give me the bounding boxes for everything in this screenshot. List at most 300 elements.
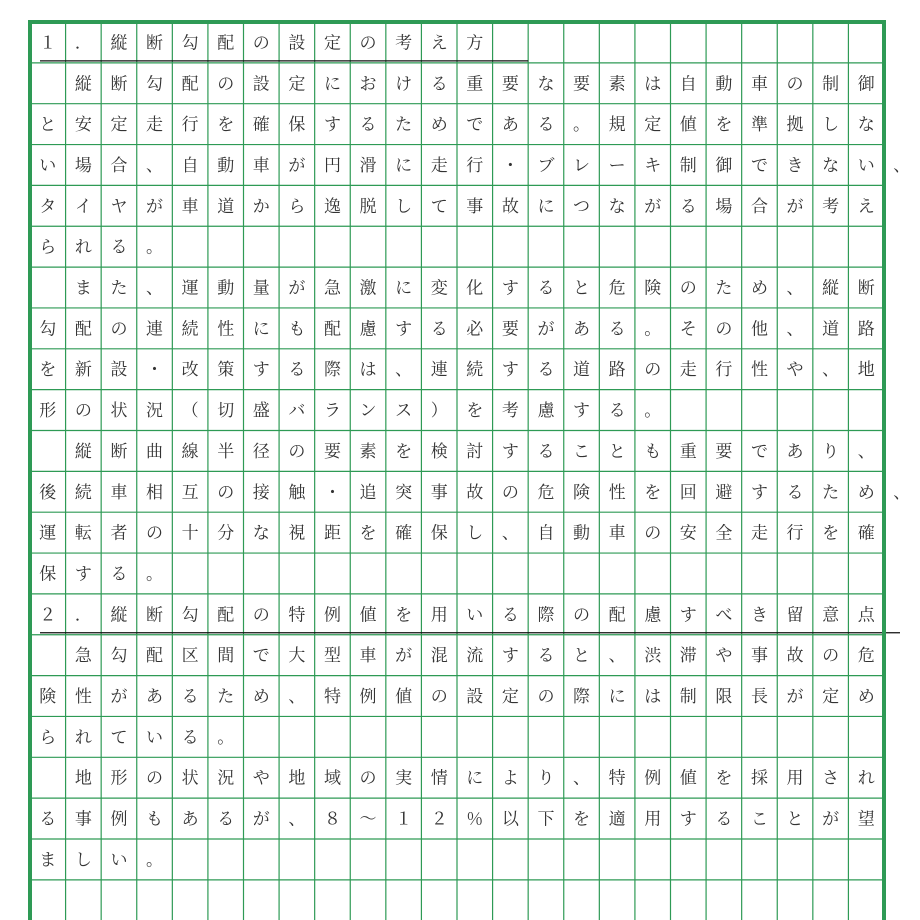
manuscript-char: 険 <box>39 687 57 708</box>
manuscript-char: よ <box>501 768 519 789</box>
manuscript-char: 用 <box>644 809 662 830</box>
manuscript-char: 策 <box>217 360 235 381</box>
manuscript-char: を <box>466 401 484 422</box>
manuscript-char: に <box>323 74 341 95</box>
manuscript-char: 故 <box>466 482 484 503</box>
manuscript-char: た <box>822 482 840 503</box>
manuscript-char: る <box>537 278 555 299</box>
text-line <box>75 74 875 94</box>
manuscript-char: 勾 <box>181 605 199 626</box>
manuscript-char: に <box>395 155 413 176</box>
manuscript-char: す <box>573 401 591 422</box>
manuscript-char: 全 <box>715 523 733 544</box>
manuscript-char: 採 <box>750 768 768 789</box>
manuscript-char: 回 <box>679 482 697 503</box>
manuscript-char: 制 <box>822 74 840 95</box>
manuscript-char: ． <box>74 605 92 626</box>
manuscript-char: 突 <box>395 482 413 503</box>
manuscript-char: 縦 <box>74 74 92 95</box>
manuscript-char: 定 <box>644 115 662 136</box>
manuscript-char: キ <box>644 155 662 176</box>
manuscript-char: 分 <box>217 523 235 544</box>
manuscript-char: す <box>679 605 697 626</box>
manuscript-char: の <box>644 360 662 381</box>
manuscript-char: 追 <box>359 482 377 503</box>
manuscript-char: ・ <box>501 155 519 176</box>
manuscript-char: 量 <box>252 278 270 299</box>
manuscript-char: 自 <box>679 74 697 95</box>
manuscript-char: 準 <box>750 115 768 136</box>
manuscript-char: ） <box>430 401 448 422</box>
manuscript-char: の <box>786 74 804 95</box>
manuscript-char: 状 <box>110 401 128 422</box>
manuscript-char: で <box>466 115 484 136</box>
manuscript-char: す <box>252 360 270 381</box>
manuscript-char: 性 <box>608 482 626 503</box>
manuscript-char: な <box>822 155 840 176</box>
manuscript-char: あ <box>573 319 591 340</box>
manuscript-char: さ <box>822 768 840 789</box>
manuscript-char: 距 <box>323 523 341 544</box>
manuscript-char: 配 <box>217 33 235 54</box>
manuscript-char: 大 <box>288 646 306 667</box>
manuscript-char: 続 <box>74 482 92 503</box>
manuscript-char: る <box>679 196 697 217</box>
manuscript-char: し <box>466 523 484 544</box>
manuscript-char: に <box>466 768 484 789</box>
manuscript-char: の <box>644 523 662 544</box>
text-line <box>75 646 875 666</box>
manuscript-char: が <box>110 687 128 708</box>
manuscript-char: 素 <box>608 74 626 95</box>
manuscript-char: が <box>644 196 662 217</box>
manuscript-char: い <box>39 155 57 176</box>
manuscript-char: を <box>217 115 235 136</box>
manuscript-char: る <box>786 482 804 503</box>
manuscript-char: も <box>146 809 164 830</box>
manuscript-char: 重 <box>679 441 697 462</box>
manuscript-char: は <box>644 687 662 708</box>
heading-line <box>39 33 483 53</box>
manuscript-char: 事 <box>466 196 484 217</box>
manuscript-char: 勾 <box>146 74 164 95</box>
manuscript-char: が <box>786 687 804 708</box>
manuscript-char: 制 <box>679 687 697 708</box>
manuscript-char: 車 <box>252 155 270 176</box>
manuscript-char: 断 <box>110 74 128 95</box>
manuscript-char: す <box>501 646 519 667</box>
manuscript-char: 険 <box>573 482 591 503</box>
manuscript-char: 確 <box>395 523 413 544</box>
manuscript-char: 走 <box>146 115 164 136</box>
manuscript-char: の <box>715 319 733 340</box>
manuscript-char: ． <box>74 33 92 54</box>
manuscript-char: 勾 <box>181 33 199 54</box>
manuscript-char: い <box>146 727 164 748</box>
manuscript-char: 例 <box>359 687 377 708</box>
manuscript-char: し <box>395 196 413 217</box>
manuscript-char: る <box>181 687 199 708</box>
manuscript-char: の <box>359 33 377 54</box>
manuscript-char: 意 <box>822 605 840 626</box>
manuscript-char: な <box>252 523 270 544</box>
manuscript-char: 、 <box>395 360 413 381</box>
manuscript-char: ％ <box>466 809 484 830</box>
manuscript-char: 車 <box>359 646 377 667</box>
manuscript-char: あ <box>501 115 519 136</box>
manuscript-char: ン <box>359 401 377 422</box>
manuscript-char: 激 <box>359 278 377 299</box>
manuscript-char: 重 <box>466 74 484 95</box>
manuscript-char: と <box>786 809 804 830</box>
manuscript-char: す <box>750 482 768 503</box>
manuscript-char: 者 <box>110 523 128 544</box>
manuscript-char: 方 <box>466 33 484 54</box>
manuscript-char: て <box>110 727 128 748</box>
manuscript-char: 断 <box>146 605 164 626</box>
manuscript-char: が <box>822 809 840 830</box>
manuscript-char: 定 <box>501 687 519 708</box>
manuscript-char: 値 <box>359 605 377 626</box>
manuscript-char: 確 <box>252 115 270 136</box>
manuscript-char: 運 <box>39 523 57 544</box>
manuscript-char: す <box>679 809 697 830</box>
manuscript-char: る <box>537 646 555 667</box>
manuscript-char: 下 <box>537 809 555 830</box>
manuscript-char: る <box>430 74 448 95</box>
manuscript-char: 。 <box>644 401 662 422</box>
manuscript-char: １ <box>395 809 413 830</box>
manuscript-char: バ <box>288 401 306 422</box>
heading-underlines <box>40 61 900 633</box>
manuscript-char: る <box>608 401 626 422</box>
manuscript-char: 検 <box>430 441 448 462</box>
manuscript-char: を <box>39 360 57 381</box>
manuscript-char: 、 <box>893 482 911 503</box>
manuscript-char: れ <box>857 768 875 789</box>
manuscript-char: 。 <box>573 115 591 136</box>
manuscript-char: を <box>715 768 733 789</box>
manuscript-char: に <box>395 278 413 299</box>
manuscript-char: 要 <box>323 441 341 462</box>
manuscript-char: 故 <box>501 196 519 217</box>
manuscript-char: 要 <box>501 74 519 95</box>
manuscript-char: の <box>252 33 270 54</box>
manuscript-char: 確 <box>857 523 875 544</box>
manuscript-char: 新 <box>74 360 92 381</box>
manuscript-char: る <box>715 809 733 830</box>
manuscript-char: 際 <box>573 687 591 708</box>
manuscript-char: な <box>857 115 875 136</box>
manuscript-char: の <box>537 687 555 708</box>
manuscript-char: つ <box>573 196 591 217</box>
manuscript-char: の <box>110 319 128 340</box>
manuscript-char: ら <box>39 727 57 748</box>
manuscript-char: 道 <box>217 196 235 217</box>
manuscript-char: 、 <box>857 441 875 462</box>
manuscript-char: 事 <box>750 646 768 667</box>
manuscript-char: で <box>750 155 768 176</box>
manuscript-char: 径 <box>252 441 270 462</box>
manuscript-char: 他 <box>750 319 768 340</box>
manuscript-char: を <box>395 605 413 626</box>
manuscript-char: 設 <box>110 360 128 381</box>
manuscript-char: 接 <box>252 482 270 503</box>
manuscript-char: が <box>395 646 413 667</box>
manuscript-char: 際 <box>537 605 555 626</box>
text-line <box>39 483 910 503</box>
manuscript-char: 行 <box>786 523 804 544</box>
manuscript-char: の <box>252 605 270 626</box>
manuscript-char: 転 <box>74 523 92 544</box>
manuscript-char: 危 <box>537 482 555 503</box>
manuscript-char: が <box>252 809 270 830</box>
manuscript-char: り <box>822 441 840 462</box>
manuscript-char: 行 <box>466 155 484 176</box>
manuscript-char: 、 <box>822 360 840 381</box>
manuscript-char: れ <box>74 727 92 748</box>
manuscript-char: と <box>39 115 57 136</box>
manuscript-char: 続 <box>181 319 199 340</box>
manuscript-char: 触 <box>288 482 306 503</box>
manuscript-char: た <box>715 278 733 299</box>
manuscript-char: で <box>252 646 270 667</box>
manuscript-char: 保 <box>39 564 57 585</box>
manuscript-char: や <box>715 646 733 667</box>
manuscript-char: す <box>501 441 519 462</box>
manuscript-char: 素 <box>359 441 377 462</box>
manuscript-char: が <box>288 155 306 176</box>
manuscript-char: が <box>786 196 804 217</box>
manuscript-char: 動 <box>217 278 235 299</box>
manuscript-char: 脱 <box>359 196 377 217</box>
manuscript-char: 。 <box>644 319 662 340</box>
manuscript-char: 特 <box>608 768 626 789</box>
manuscript-char: 。 <box>146 237 164 258</box>
manuscript-char: 際 <box>323 360 341 381</box>
manuscript-char: 地 <box>288 768 306 789</box>
manuscript-char: 設 <box>252 74 270 95</box>
manuscript-char: い <box>110 850 128 871</box>
manuscript-char: 慮 <box>537 401 555 422</box>
manuscript-char: 要 <box>573 74 591 95</box>
manuscript-char: 急 <box>74 646 92 667</box>
manuscript-char: か <box>252 196 270 217</box>
manuscript-char: 走 <box>430 155 448 176</box>
manuscript-char: の <box>146 768 164 789</box>
manuscript-char: に <box>537 196 555 217</box>
manuscript-char: え <box>857 196 875 217</box>
manuscript-char: め <box>430 115 448 136</box>
manuscript-char: ま <box>39 850 57 871</box>
manuscript-char: 変 <box>430 278 448 299</box>
manuscript-char: 特 <box>288 605 306 626</box>
manuscript-char: た <box>395 115 413 136</box>
manuscript-char: や <box>252 768 270 789</box>
manuscript-char: て <box>430 196 448 217</box>
manuscript-char: 盛 <box>252 401 270 422</box>
manuscript-char: 定 <box>323 33 341 54</box>
manuscript-char: 値 <box>395 687 413 708</box>
manuscript-char: 定 <box>822 687 840 708</box>
manuscript-char: 御 <box>715 155 733 176</box>
manuscript-char: め <box>857 482 875 503</box>
manuscript-char: 自 <box>181 155 199 176</box>
manuscript-char: る <box>110 564 128 585</box>
manuscript-char: 勾 <box>39 319 57 340</box>
manuscript-char: 考 <box>822 196 840 217</box>
manuscript-char: 例 <box>323 605 341 626</box>
manuscript-char: 事 <box>74 809 92 830</box>
manuscript-char: 。 <box>146 564 164 585</box>
manuscript-char: す <box>323 115 341 136</box>
manuscript-char: 半 <box>217 441 235 462</box>
manuscript-char: 拠 <box>786 115 804 136</box>
manuscript-char: 道 <box>573 360 591 381</box>
manuscript-char: タ <box>39 196 57 217</box>
manuscript-char: ・ <box>146 360 164 381</box>
manuscript-char: あ <box>146 687 164 708</box>
manuscript-char: れ <box>74 237 92 258</box>
manuscript-char: 動 <box>715 74 733 95</box>
manuscript-char: 、 <box>288 809 306 830</box>
manuscript-char: 場 <box>74 155 92 176</box>
manuscript-char: が <box>537 319 555 340</box>
manuscript-char: 、 <box>501 523 519 544</box>
manuscript-char: 要 <box>501 319 519 340</box>
manuscript-char: を <box>715 115 733 136</box>
manuscript-char: １ <box>39 33 57 54</box>
manuscript-char: こ <box>573 441 591 462</box>
manuscript-char: す <box>74 564 92 585</box>
manuscript-char: 区 <box>181 646 199 667</box>
manuscript-char: た <box>217 687 235 708</box>
manuscript-char: 自 <box>537 523 555 544</box>
manuscript-char: い <box>857 155 875 176</box>
manuscript-text <box>39 33 910 870</box>
manuscript-char: き <box>750 605 768 626</box>
text-line <box>39 156 910 176</box>
manuscript-char: 互 <box>181 482 199 503</box>
manuscript-char: を <box>395 441 413 462</box>
manuscript-char: 縦 <box>110 605 128 626</box>
manuscript-char: 用 <box>430 605 448 626</box>
manuscript-char: 制 <box>679 155 697 176</box>
manuscript-char: 御 <box>857 74 875 95</box>
manuscript-char: 、 <box>893 155 911 176</box>
manuscript-char: 、 <box>786 319 804 340</box>
manuscript-char: 車 <box>181 196 199 217</box>
manuscript-char: け <box>395 74 413 95</box>
manuscript-char: の <box>573 605 591 626</box>
manuscript-char: な <box>537 74 555 95</box>
manuscript-char: 滑 <box>359 155 377 176</box>
manuscript-char: 定 <box>110 115 128 136</box>
manuscript-char: た <box>110 278 128 299</box>
manuscript-char: が <box>146 196 164 217</box>
manuscript-char: 配 <box>181 74 199 95</box>
manuscript-char: そ <box>679 319 697 340</box>
manuscript-char: 線 <box>181 441 199 462</box>
manuscript-char: 況 <box>217 768 235 789</box>
manuscript-char: 配 <box>323 319 341 340</box>
manuscript-char: 危 <box>608 278 626 299</box>
manuscript-char: ラ <box>323 401 341 422</box>
manuscript-char: お <box>359 74 377 95</box>
manuscript-char: 急 <box>323 278 341 299</box>
manuscript-char: 地 <box>74 768 92 789</box>
manuscript-char: 間 <box>217 646 235 667</box>
manuscript-char: 特 <box>323 687 341 708</box>
manuscript-char: を <box>573 809 591 830</box>
manuscript-char: の <box>430 687 448 708</box>
manuscript-char: 考 <box>501 401 519 422</box>
manuscript-char: の <box>501 482 519 503</box>
manuscript-char: の <box>146 523 164 544</box>
manuscript-char: が <box>288 278 306 299</box>
manuscript-char: 合 <box>110 155 128 176</box>
manuscript-char: イ <box>74 196 92 217</box>
manuscript-char: あ <box>786 441 804 462</box>
manuscript-char: 例 <box>110 809 128 830</box>
manuscript-char: 留 <box>786 605 804 626</box>
manuscript-char: ま <box>74 278 92 299</box>
manuscript-char: な <box>608 196 626 217</box>
manuscript-char: べ <box>715 605 733 626</box>
manuscript-char: 縦 <box>110 33 128 54</box>
manuscript-char: 状 <box>181 768 199 789</box>
manuscript-char: に <box>608 687 626 708</box>
manuscript-char: す <box>501 360 519 381</box>
manuscript-char: 相 <box>146 482 164 503</box>
manuscript-char: 情 <box>430 768 448 789</box>
manuscript-char: レ <box>573 155 591 176</box>
manuscript-char: 走 <box>750 523 768 544</box>
manuscript-char: 動 <box>217 155 235 176</box>
manuscript-char: す <box>395 319 413 340</box>
manuscript-char: あ <box>181 809 199 830</box>
manuscript-char: 連 <box>146 319 164 340</box>
manuscript-char: 適 <box>608 809 626 830</box>
manuscript-char: も <box>644 441 662 462</box>
manuscript-char: 、 <box>786 278 804 299</box>
manuscript-char: 必 <box>466 319 484 340</box>
manuscript-char: 路 <box>608 360 626 381</box>
manuscript-char: 性 <box>217 319 235 340</box>
manuscript-char: 用 <box>786 768 804 789</box>
manuscript-char: の <box>679 278 697 299</box>
manuscript-char: 後 <box>39 482 57 503</box>
manuscript-char: 運 <box>181 278 199 299</box>
manuscript-char: 車 <box>608 523 626 544</box>
manuscript-char: め <box>750 278 768 299</box>
manuscript-char: 例 <box>644 768 662 789</box>
manuscript-char: り <box>537 768 555 789</box>
manuscript-char: 渋 <box>644 646 662 667</box>
manuscript-char: 値 <box>679 768 697 789</box>
manuscript-char: 長 <box>750 687 768 708</box>
manuscript-char: 、 <box>573 768 591 789</box>
manuscript-char: ２ <box>39 605 57 626</box>
manuscript-char: 形 <box>110 768 128 789</box>
manuscript-char: 合 <box>750 196 768 217</box>
manuscript-char: ・ <box>323 482 341 503</box>
manuscript-char: 車 <box>110 482 128 503</box>
manuscript-char: 点 <box>857 605 875 626</box>
manuscript-char: 性 <box>74 687 92 708</box>
manuscript-char: で <box>750 441 768 462</box>
manuscript-char: め <box>252 687 270 708</box>
